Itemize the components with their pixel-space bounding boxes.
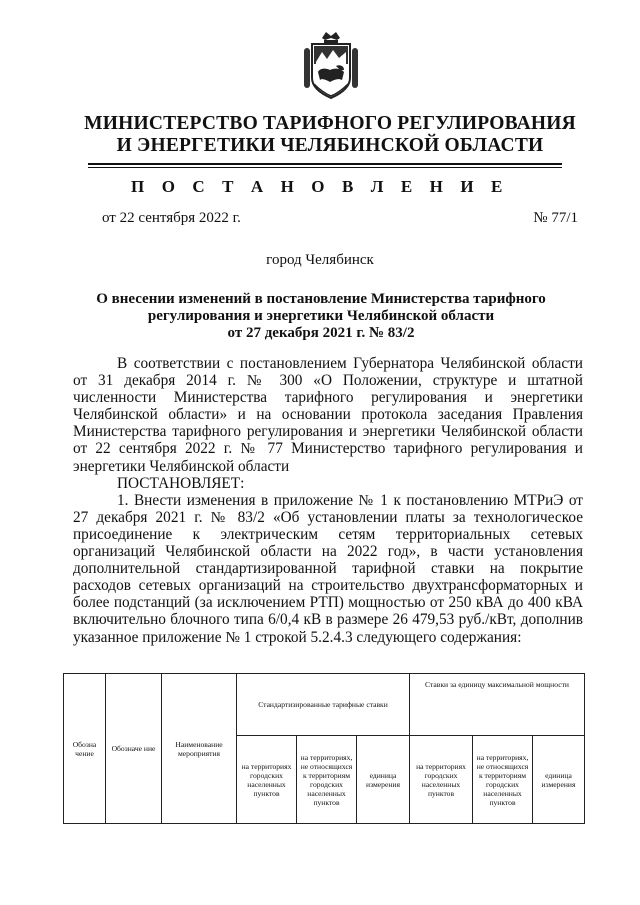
ministry-name-line1: МИНИСТЕРСТВО ТАРИФНОГО РЕГУЛИРОВАНИЯ xyxy=(84,113,576,134)
sub-header-nonurban-2: на территориях, не относящихся к территориям городских населенных пунктов xyxy=(473,736,533,824)
coat-of-arms-emblem xyxy=(300,28,362,103)
item-1-paragraph: 1. Внести изменения в приложение № 1 к постановлению МТРиЭ от 27 декабря 2021 г. № 83/2 «Об установлении платы за технологическое присоединение к электрическим сетям территориальных сетевых организаций Челябинской области на 2022 год», в части установления дополнительной стандартизированной тарифной ставки на покрытие расходов сетевых организаций на строительство двухтрансформаторных и более подстанций (за исключением РТП) мощностью от 250 кВА до 400 кВА включительно блочного типа 6/0,4 кВ в размере 26 479,53 руб./кВт, дополнив указанное приложение № 1 строкой 5.2.4.3 следующего содержания: xyxy=(73,491,583,646)
document-city: город Челябинск xyxy=(266,252,374,268)
group-header-standard: Стандартизированные тарифные ставки xyxy=(237,674,410,736)
header-divider-thin xyxy=(88,167,562,168)
title-line: регулирования и энергетики Челябинской области xyxy=(147,308,495,324)
document-date: от 22 сентября 2022 г. xyxy=(102,210,241,226)
sub-header-urban: на территориях городских населенных пунктов xyxy=(237,736,297,824)
document-title xyxy=(60,291,582,342)
col-header-designation-2: Обозначе ние xyxy=(106,674,162,824)
resolves-keyword: ПОСТАНОВЛЯЕТ: xyxy=(117,474,245,492)
col-header-designation: Обозна чение xyxy=(64,674,106,824)
sub-header-nonurban: на территориях, не относящихся к территориям городских населенных пунктов xyxy=(297,736,357,824)
ministry-name-line2: И ЭНЕРГЕТИКИ ЧЕЛЯБИНСКОЙ ОБЛАСТИ xyxy=(116,135,544,156)
group-header-maxpower: Ставки за единицу максимальной мощности xyxy=(410,674,585,736)
document-number: № 77/1 xyxy=(533,210,578,226)
sub-header-urban-2: на территориях городских населенных пунктов xyxy=(410,736,473,824)
title-line: от 27 декабря 2021 г. № 83/2 xyxy=(227,325,415,341)
document-type-heading: П О С Т А Н О В Л Е Н И Е xyxy=(131,177,509,196)
header-divider xyxy=(88,163,562,165)
sub-header-unit-2: единица измерения xyxy=(533,736,585,824)
document-body xyxy=(73,355,583,646)
col-header-name: Наименование мероприятия xyxy=(162,674,237,824)
tariff-table xyxy=(63,673,585,824)
sub-header-unit: единица измерения xyxy=(357,736,410,824)
title-line: О внесении изменений в постановление Министерства тарифного xyxy=(96,291,546,307)
preamble-paragraph: В соответствии с постановлением Губернатора Челябинской области от 31 декабря 2014 г. № 300 «О Положении, структуре и штатной численности Министерства тарифного регулирования и энергетики Челябинской области» и на основании протокола заседания Правления Министерства тарифного регулирования и энергетики Челябинской области от 22 сентября 2022 г. № 77 Министерство тарифного регулирования и энергетики Челябинской области xyxy=(73,355,583,475)
